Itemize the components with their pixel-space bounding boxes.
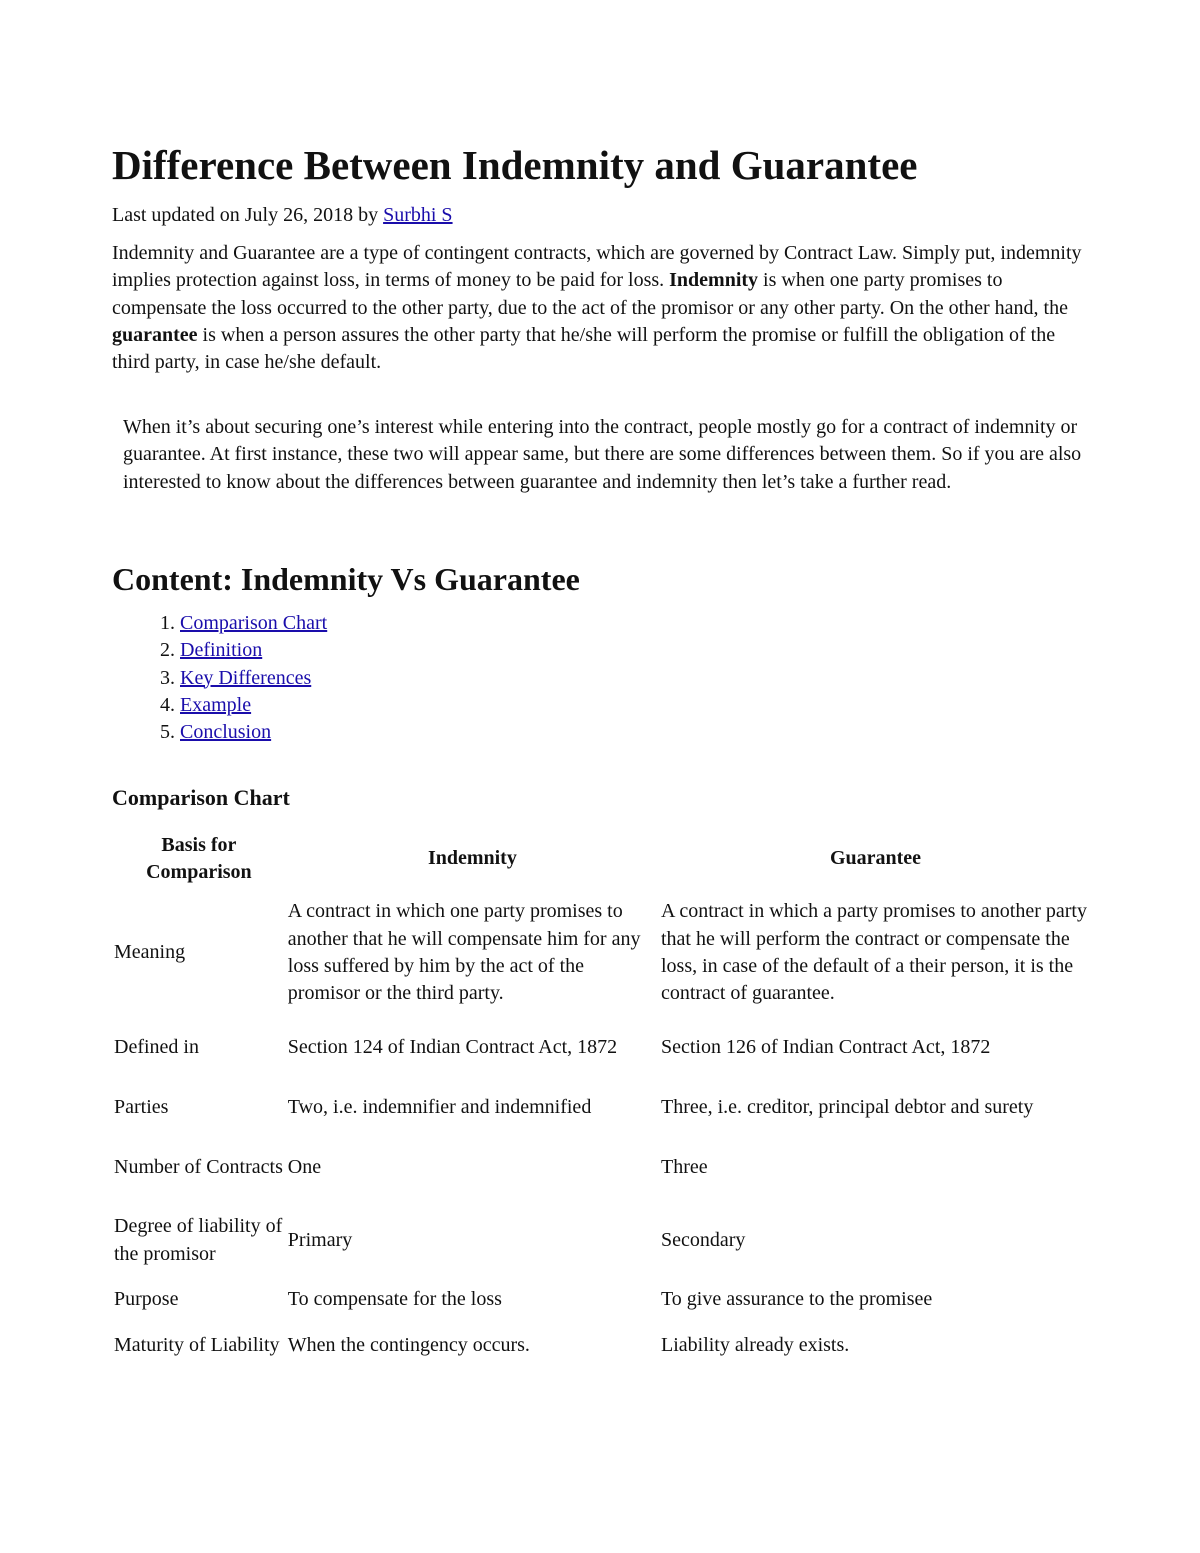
intro-paragraph-2: When it’s about securing one’s interest while entering into the contract, people mostly go for a contract of indemnity or guarantee. At first instance, these two will appear same, but there are some differences between them. So if you are also interested to know about the differences between guarantee and indemnity then let’s take a further read. — [123, 416, 1082, 493]
cell-guarantee: Section 126 of Indian Contract Act, 1872 — [660, 1036, 991, 1059]
cell-guarantee: To give assurance to the promisee — [660, 1287, 933, 1310]
byline — [112, 202, 453, 229]
toc-item — [180, 719, 327, 746]
table-row — [112, 1198, 1092, 1283]
header-guarantee: Guarantee — [829, 847, 922, 870]
cell-indemnity: When the contingency occurs. — [287, 1334, 530, 1357]
table-header-row — [112, 830, 1092, 888]
cell-indemnity: Primary — [287, 1228, 353, 1251]
table-row — [112, 1316, 1092, 1376]
cell-basis: Defined in — [114, 1036, 199, 1059]
cell-guarantee: Secondary — [660, 1228, 746, 1251]
table-row — [112, 1018, 1092, 1078]
cell-guarantee: Three, i.e. creditor, principal debtor and surety — [660, 1096, 1034, 1119]
cell-basis: Maturity of Liability — [114, 1334, 280, 1357]
toc-item — [180, 637, 327, 664]
comparison-chart-heading: Comparison Chart — [112, 785, 290, 810]
cell-guarantee: Liability already exists. — [660, 1334, 850, 1357]
cell-indemnity: One — [287, 1156, 322, 1179]
toc-item — [180, 692, 327, 719]
table-row — [112, 888, 1092, 1018]
toc-item — [180, 665, 327, 692]
table-row — [112, 1078, 1092, 1138]
toc-link-definition[interactable]: Definition — [180, 639, 263, 662]
toc-link-example[interactable]: Example — [180, 693, 252, 716]
cell-indemnity: A contract in which one party promises to another that he will compensate him for any loss suffered by him by the act of the promisor or the third party. — [287, 900, 641, 1005]
intro-paragraph — [112, 240, 1087, 376]
intro-bold-indemnity: Indemnity — [669, 269, 759, 292]
table-row — [112, 1138, 1092, 1198]
cell-basis: Meaning — [114, 941, 186, 964]
cell-basis: Number of Contracts — [114, 1156, 283, 1179]
cell-indemnity: To compensate for the loss — [287, 1287, 502, 1310]
cell-basis: Parties — [114, 1096, 169, 1119]
cell-guarantee: A contract in which a party promises to another party that he will perform the contract or compensate the loss, in case of the default of a their person, it is the contract of guarantee. — [660, 900, 1087, 1005]
page-title: Difference Between Indemnity and Guarantee — [112, 142, 918, 188]
toc-link-comparison-chart[interactable]: Comparison Chart — [180, 612, 328, 634]
header-indemnity: Indemnity — [427, 847, 517, 870]
intro-text-3: is when a person assures the other party that he/she will perform the promise or fulfill the obligation of the third party, in case he/she default. — [112, 323, 1056, 374]
cell-indemnity: Two, i.e. indemnifier and indemnified — [287, 1096, 592, 1119]
comparison-table — [112, 830, 1092, 1376]
intro-text-2: is when one party promises to compensate the loss occurred to the other party, due to the act of the promisor or any other party. On the other hand, the — [112, 269, 1068, 319]
toc-link-conclusion[interactable]: Conclusion — [180, 721, 272, 744]
cell-basis: Purpose — [114, 1287, 179, 1310]
header-basis: Basis for Comparison — [146, 833, 252, 883]
toc-item — [180, 610, 327, 637]
content-heading: Content: Indemnity Vs Guarantee — [112, 561, 580, 597]
table-row — [112, 1283, 1092, 1316]
cell-guarantee: Three — [660, 1156, 708, 1179]
cell-basis: Degree of liability of the promisor — [114, 1215, 283, 1265]
intro-text-1: Indemnity and Guarantee are a type of contingent contracts, which are governed by Contract Law. Simply put, indemnity implies protection against loss, in terms of money to be paid for loss. — [112, 242, 1082, 292]
byline-date: Last updated on July 26, 2018 by — [112, 204, 384, 226]
table-of-contents — [112, 610, 327, 746]
toc-link-key-differences[interactable]: Key Differences — [180, 666, 312, 689]
author-link[interactable]: Surbhi S — [383, 204, 453, 226]
intro-bold-guarantee: guarantee — [112, 323, 198, 346]
cell-indemnity: Section 124 of Indian Contract Act, 1872 — [287, 1036, 618, 1059]
